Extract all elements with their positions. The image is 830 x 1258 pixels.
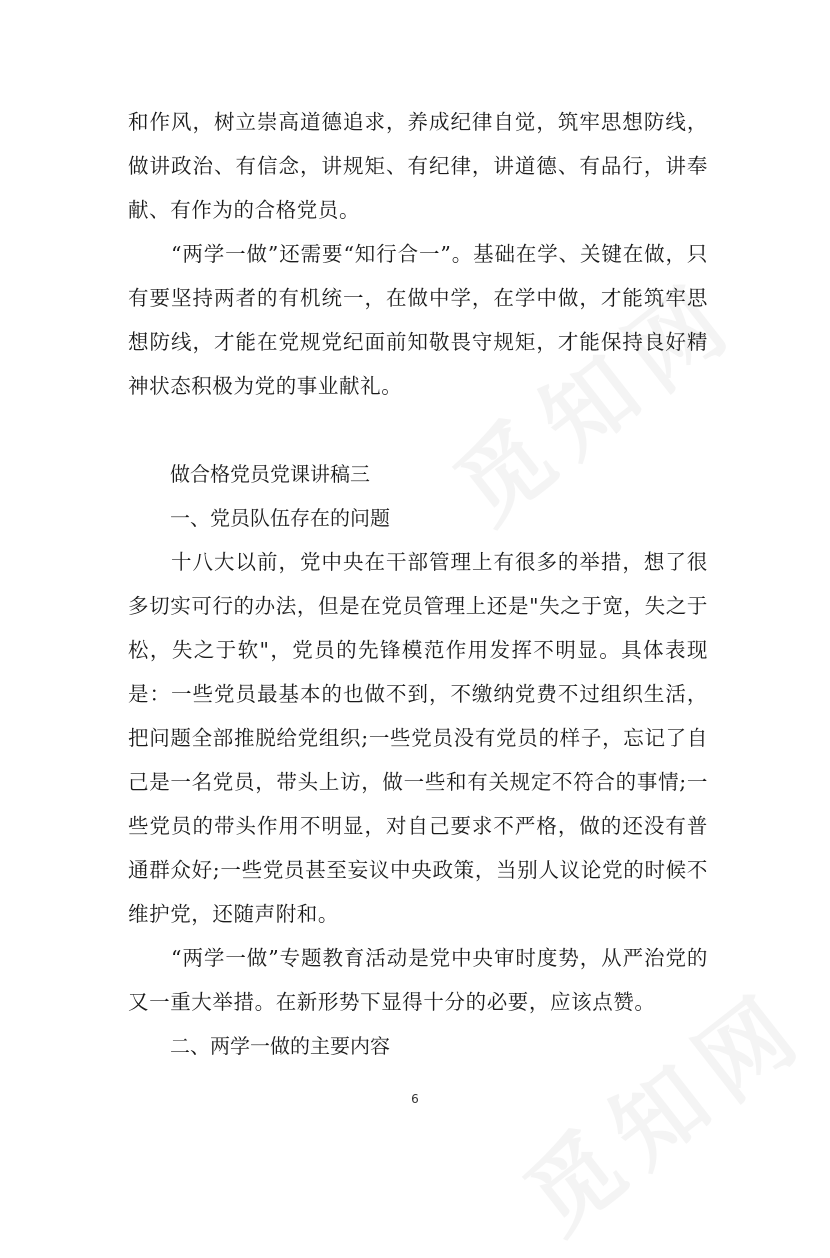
paragraph-continuation: 和作风，树立崇高道德追求，养成纪律自觉，筑牢思想防线，做讲政治、有信念，讲规矩、有纪律，讲道德、有品行，讲奉献、有作为的合格党员。 (128, 110, 708, 222)
paragraph-knowledge-action: “两学一做”还需要“知行合一”。基础在学、关键在做，只有要坚持两者的有机统一，在做中学，在学中做，才能筑牢思想防线，才能在党规党纪面前知敬畏守规矩，才能保持良好精神状态积极为党的事业献礼。 (128, 242, 708, 398)
section-lecture-three (128, 452, 708, 1068)
heading-main-content: 二、两学一做的主要内容 (170, 1034, 390, 1058)
lecture-title: 做合格党员党课讲稿三 (170, 462, 370, 486)
page-number: 6 (411, 1092, 419, 1106)
section-continuation (128, 100, 708, 408)
heading-problems: 一、党员队伍存在的问题 (170, 506, 390, 530)
paragraph-campaign: “两学一做”专题教育活动是党中央审时度势，从严治党的又一重大举措。在新形势下显得十分的必要，应该点赞。 (128, 946, 708, 1014)
paragraph-problems: 十八大以前，党中央在干部管理上有很多的举措，想了很多切实可行的办法，但是在党员管理上还是"失之于宽，失之于松，失之于软"，党员的先锋模范作用发挥不明显。具体表现是：一些党员最基本的也做不到，不缴纳党费不过组织生活，把问题全部推脱给党组织;一些党员没有党员的样子，忘记了自己是一名党员，带头上访，做一些和有关规定不符合的事情;一些党员的带头作用不明显，对自己要求不严格，做的还没有普通群众好;一些党员甚至妄议中央政策，当别人议论党的时候不维护党，还随声附和。 (128, 550, 708, 926)
